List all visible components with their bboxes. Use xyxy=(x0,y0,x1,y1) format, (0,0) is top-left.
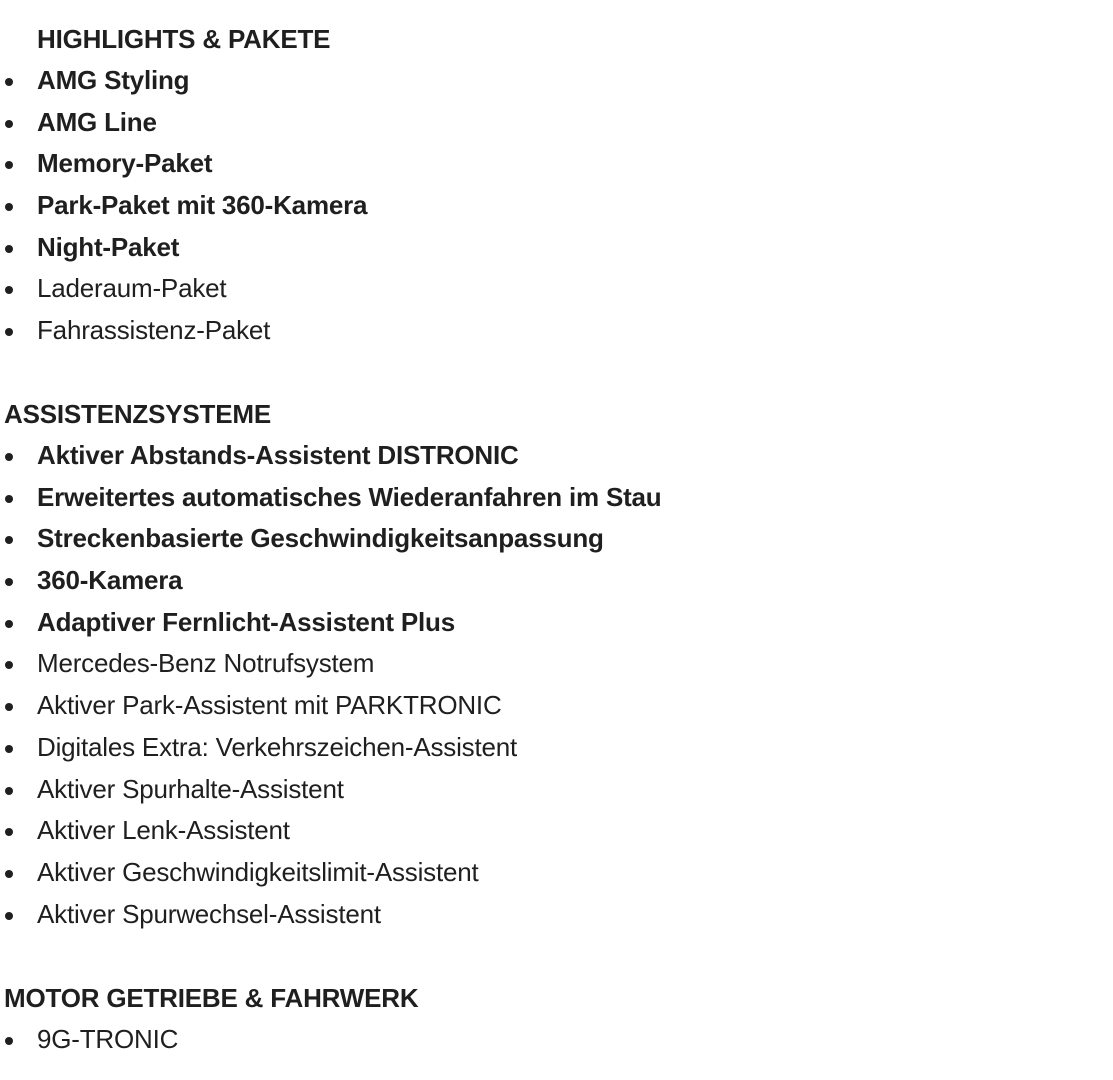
list-item: Digitales Extra: Verkehrszeichen-Assistent xyxy=(0,727,661,769)
list-item: AMG Line xyxy=(0,102,367,144)
bullet-icon xyxy=(5,703,13,711)
list-item: Mercedes-Benz Notrufsystem xyxy=(0,643,661,685)
feature-list xyxy=(0,60,367,352)
list-item: Aktiver Spurhalte-Assistent xyxy=(0,769,661,811)
section-assistenzsysteme xyxy=(0,393,661,935)
list-item: Aktiver Geschwindigkeitslimit-Assistent xyxy=(0,852,661,894)
bullet-icon xyxy=(5,661,13,669)
bullet-icon xyxy=(5,870,13,878)
feature-list xyxy=(0,1019,418,1061)
bullet-icon xyxy=(5,912,13,920)
bullet-icon xyxy=(5,495,13,503)
section-highlights-pakete xyxy=(0,18,367,352)
feature-list xyxy=(0,435,661,935)
bullet-icon xyxy=(5,453,13,461)
list-item: Aktiver Park-Assistent mit PARKTRONIC xyxy=(0,685,661,727)
bullet-icon xyxy=(5,161,13,169)
bullet-icon xyxy=(5,286,13,294)
section-heading: ASSISTENZSYSTEME xyxy=(4,399,271,429)
bullet-icon xyxy=(5,620,13,628)
list-item: Fahrassistenz-Paket xyxy=(0,310,367,352)
list-item: Aktiver Lenk-Assistent xyxy=(0,810,661,852)
bullet-icon xyxy=(5,828,13,836)
bullet-icon xyxy=(5,536,13,544)
bullet-icon xyxy=(5,245,13,253)
list-item: 9G-TRONIC xyxy=(0,1019,418,1061)
bullet-icon xyxy=(5,787,13,795)
list-item: Night-Paket xyxy=(0,227,367,269)
section-motor-getriebe-fahrwerk xyxy=(0,977,418,1061)
list-item: Park-Paket mit 360-Kamera xyxy=(0,185,367,227)
list-item: Erweitertes automatisches Wiederanfahren im Stau xyxy=(0,477,661,519)
bullet-icon xyxy=(5,328,13,336)
list-item: Aktiver Spurwechsel-Assistent xyxy=(0,894,661,936)
bullet-icon xyxy=(5,1037,13,1045)
bullet-icon xyxy=(5,78,13,86)
section-heading: HIGHLIGHTS & PAKETE xyxy=(37,24,331,54)
list-item: AMG Styling xyxy=(0,60,367,102)
bullet-icon xyxy=(5,578,13,586)
list-item: Streckenbasierte Geschwindigkeitsanpassung xyxy=(0,518,661,560)
bullet-icon xyxy=(5,120,13,128)
section-heading: MOTOR GETRIEBE & FAHRWERK xyxy=(4,983,419,1013)
list-item: 360-Kamera xyxy=(0,560,661,602)
bullet-icon xyxy=(5,203,13,211)
list-item: Memory-Paket xyxy=(0,143,367,185)
list-item: Laderaum-Paket xyxy=(0,268,367,310)
list-item: Aktiver Abstands-Assistent DISTRONIC xyxy=(0,435,661,477)
list-item: Adaptiver Fernlicht-Assistent Plus xyxy=(0,602,661,644)
bullet-icon xyxy=(5,745,13,753)
